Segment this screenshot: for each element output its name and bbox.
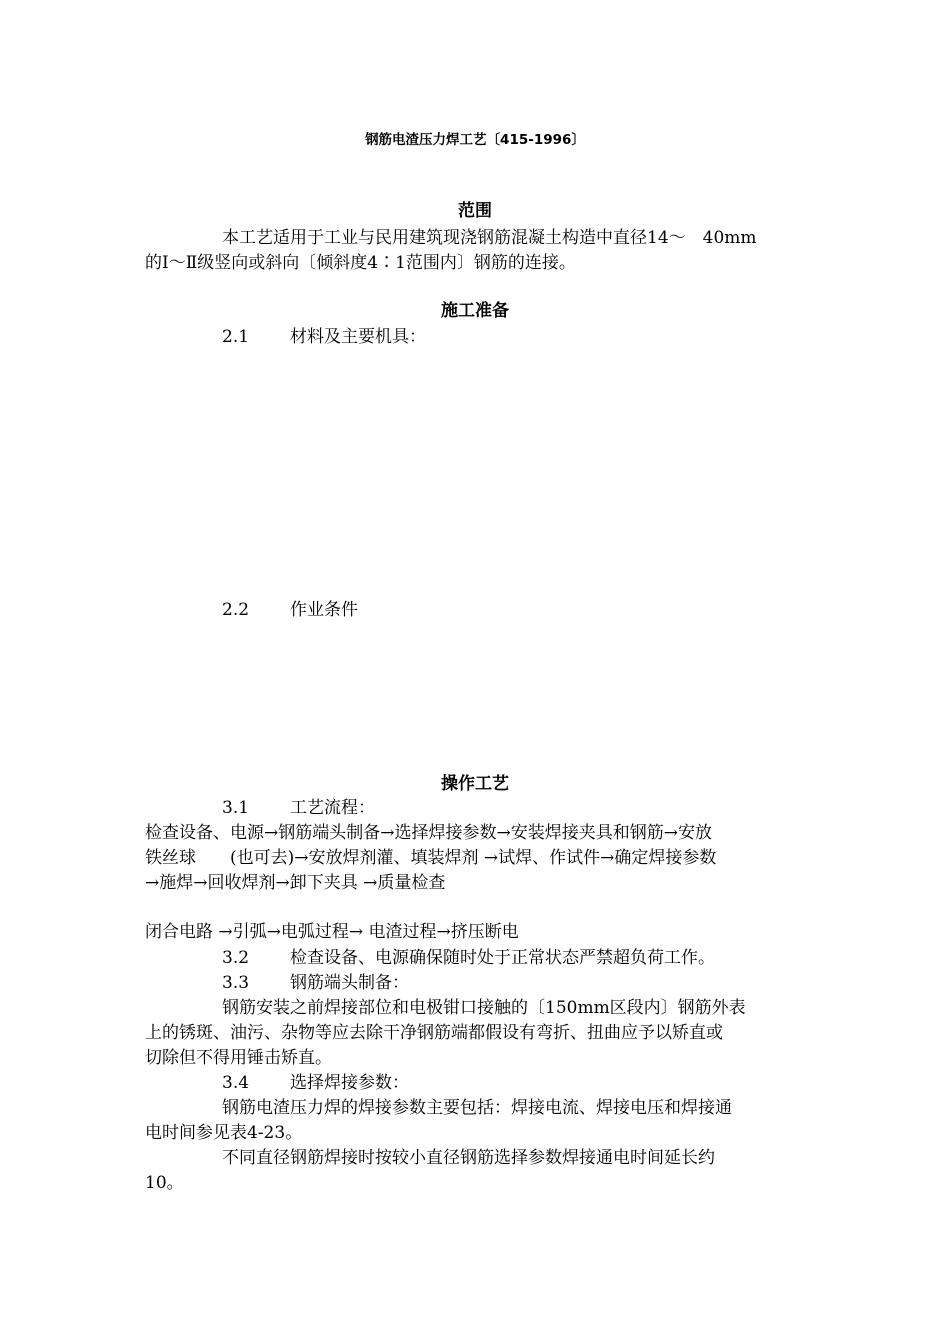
- item-3-4-line-2: 电时间参见表4-23。: [145, 1123, 303, 1143]
- item-3-3-line-3: 切除但不得用锤击矫直。: [145, 1048, 332, 1068]
- item-3-5-line-2: 10。: [145, 1173, 184, 1193]
- item-text: 钢筋端头制备：: [290, 973, 409, 993]
- item-3-3-line-2: 上的锈斑、油污、杂物等应去除干净钢筋端都假设有弯折、扭曲应予以矫直或: [145, 1023, 723, 1043]
- item-3-1: [222, 798, 375, 818]
- item-number: 2.1: [222, 327, 250, 347]
- item-number: 3.2: [222, 948, 250, 968]
- section-heading-preparation: 施工准备: [441, 301, 509, 321]
- item-3-4: [222, 1073, 409, 1093]
- item-3-2: [222, 948, 715, 968]
- item-number: 3.1: [222, 798, 250, 818]
- section-heading-operation: 操作工艺: [441, 774, 509, 794]
- item-text: 检查设备、电源确保随时处于正常状态严禁超负荷工作。: [290, 948, 715, 968]
- item-3-3-line-1: 钢筋安装之前焊接部位和电极钳口接触的〔150mm区段内〕钢筋外表: [222, 998, 746, 1018]
- item-number: 3.3: [222, 973, 250, 993]
- item-number: 3.4: [222, 1073, 250, 1093]
- item-text: 材料及主要机具：: [290, 327, 426, 347]
- item-3-3: [222, 973, 409, 993]
- item-text: 选择焊接参数：: [290, 1073, 409, 1093]
- section-heading-scope: 范围: [458, 201, 492, 221]
- flow-line-3: →施焊→回收焊剂→卸下夹具 →质量检查: [145, 873, 446, 893]
- item-text: 工艺流程：: [290, 798, 375, 818]
- scope-line-1: 本工艺适用于工业与民用建筑现浇钢筋混凝土构造中直径14～ 40mm: [222, 228, 757, 248]
- flow-line-4: 闭合电路 →引弧→电弧过程→ 电渣过程→挤压断电: [145, 922, 519, 942]
- item-3-5-line-1: 不同直径钢筋焊接时按较小直径钢筋选择参数焊接通电时间延长约: [222, 1148, 715, 1168]
- document-title: 钢筋电渣压力焊工艺〔415-1996〕: [365, 132, 585, 148]
- flow-line-1: 检查设备、电源→钢筋端头制备→选择焊接参数→安装焊接夹具和钢筋→安放: [145, 823, 712, 843]
- item-3-4-line-1: 钢筋电渣压力焊的焊接参数主要包括：焊接电流、焊接电压和焊接通: [222, 1098, 732, 1118]
- item-text: 作业条件: [290, 600, 358, 620]
- flow-line-2: 铁丝球 (也可去)→安放焊剂灌、填装焊剂 →试焊、作试件→确定焊接参数: [145, 848, 717, 868]
- item-2-2: [222, 600, 358, 620]
- scope-line-2: 的Ⅰ～Ⅱ级竖向或斜向〔倾斜度4∶1范围内〕钢筋的连接。: [145, 253, 576, 273]
- item-number: 2.2: [222, 600, 250, 620]
- item-2-1: [222, 327, 426, 347]
